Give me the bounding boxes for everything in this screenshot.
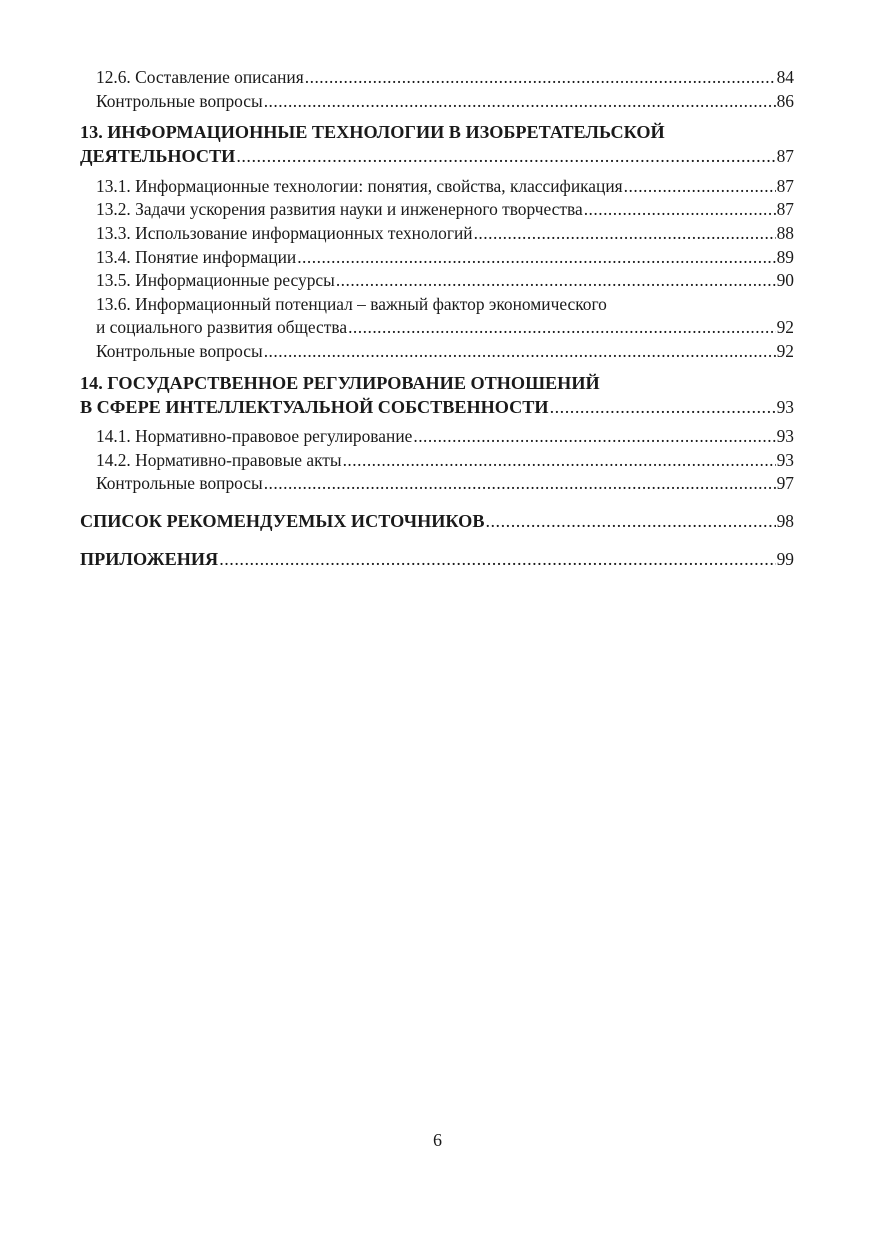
toc-entry-title: 13.5. Информационные ресурсы (96, 270, 335, 291)
toc-entry-page: 92 (776, 340, 794, 361)
toc-entry-title: 13.2. Задачи ускорения развития науки и инженерного творчества (96, 199, 583, 220)
toc-entry-page: 97 (776, 473, 794, 494)
toc-entry-13-2[interactable] (80, 198, 794, 222)
toc-entry-title: 13.3. Использование информационных технологий (96, 222, 473, 243)
dot-leader (264, 340, 776, 364)
toc-entry-12-6[interactable] (80, 66, 794, 90)
dot-leader (348, 316, 776, 340)
toc-entry-page: 87 (776, 175, 794, 196)
dot-leader (264, 472, 776, 496)
toc-entry-14-2[interactable] (80, 449, 794, 473)
toc-entry-title: 13.4. Понятие информации (96, 246, 297, 267)
dot-leader (336, 269, 776, 293)
dot-leader (485, 510, 775, 534)
toc-entry-page: 84 (776, 67, 794, 87)
toc-entry-page: 92 (776, 317, 794, 338)
toc-entry-title: 13.6. Информационный потенциал – важный фактор экономического (96, 293, 607, 314)
toc-sources[interactable] (80, 510, 794, 534)
toc-chapter-title: В СФЕРЕ ИНТЕЛЛЕКТУАЛЬНОЙ СОБСТВЕННОСТИ (80, 396, 549, 417)
toc-entry-page: 88 (776, 222, 794, 243)
toc-entry-page: 93 (776, 426, 794, 447)
dot-leader (474, 222, 776, 246)
toc-chapter-title: ПРИЛОЖЕНИЯ (80, 548, 219, 569)
dot-leader (550, 396, 776, 420)
dot-leader (624, 175, 776, 199)
toc-entry-13-6[interactable] (80, 316, 794, 340)
dot-leader (297, 246, 775, 270)
dot-leader (343, 449, 776, 473)
toc-entry-page: 98 (776, 510, 794, 531)
toc-chapter-title: СПИСОК РЕКОМЕНДУЕМЫХ ИСТОЧНИКОВ (80, 510, 485, 531)
toc-entry-13-6-line1[interactable] (80, 293, 794, 317)
toc-entry-title: 14.1. Нормативно-правовое регулирование (96, 426, 413, 447)
toc-entry-13-questions[interactable] (80, 340, 794, 364)
dot-leader (219, 548, 775, 572)
toc-entry-title: 12.6. Составление описания (96, 67, 304, 87)
toc-chapter-13[interactable] (80, 145, 794, 169)
toc-entry-title: 13.1. Информационные технологии: понятия, свойства, классификация (96, 175, 623, 196)
table-of-contents (80, 66, 794, 571)
toc-appendix[interactable] (80, 548, 794, 572)
toc-entry-14-questions[interactable] (80, 472, 794, 496)
toc-chapter-title: ДЕЯТЕЛЬНОСТИ (80, 146, 236, 167)
toc-entry-page: 93 (776, 396, 794, 417)
toc-entry-12-questions[interactable] (80, 90, 794, 114)
toc-chapter-14-title-line1[interactable]: 14. ГОСУДАРСТВЕННОЕ РЕГУЛИРОВАНИЕ ОТНОШЕНИЙ (80, 372, 600, 393)
toc-entry-page: 86 (776, 90, 794, 111)
toc-entry-13-5[interactable] (80, 269, 794, 293)
toc-entry-14-1[interactable] (80, 425, 794, 449)
toc-chapter-14[interactable] (80, 396, 794, 420)
toc-entry-page: 87 (776, 146, 794, 167)
toc-entry-page: 90 (776, 270, 794, 291)
dot-leader (236, 145, 775, 169)
dot-leader (413, 425, 775, 449)
toc-entry-13-4[interactable] (80, 246, 794, 270)
toc-entry-page: 99 (776, 548, 794, 569)
toc-entry-title: Контрольные вопросы (96, 340, 263, 361)
toc-entry-13-1[interactable] (80, 175, 794, 199)
toc-entry-13-3[interactable] (80, 222, 794, 246)
dot-leader (264, 90, 776, 114)
toc-chapter-13-title-line1[interactable]: 13. ИНФОРМАЦИОННЫЕ ТЕХНОЛОГИИ В ИЗОБРЕТАТЕЛЬСКОЙ (80, 122, 665, 143)
toc-entry-title: 14.2. Нормативно-правовые акты (96, 449, 342, 470)
toc-entry-page: 89 (776, 246, 794, 267)
dot-leader (584, 198, 776, 222)
toc-entry-page: 93 (776, 449, 794, 470)
toc-entry-title: Контрольные вопросы (96, 90, 263, 111)
page-number: 6 (433, 1130, 442, 1150)
toc-entry-title: и социального развития общества (96, 317, 348, 338)
toc-entry-title: Контрольные вопросы (96, 473, 263, 494)
toc-entry-page: 87 (776, 199, 794, 220)
dot-leader (305, 66, 776, 90)
